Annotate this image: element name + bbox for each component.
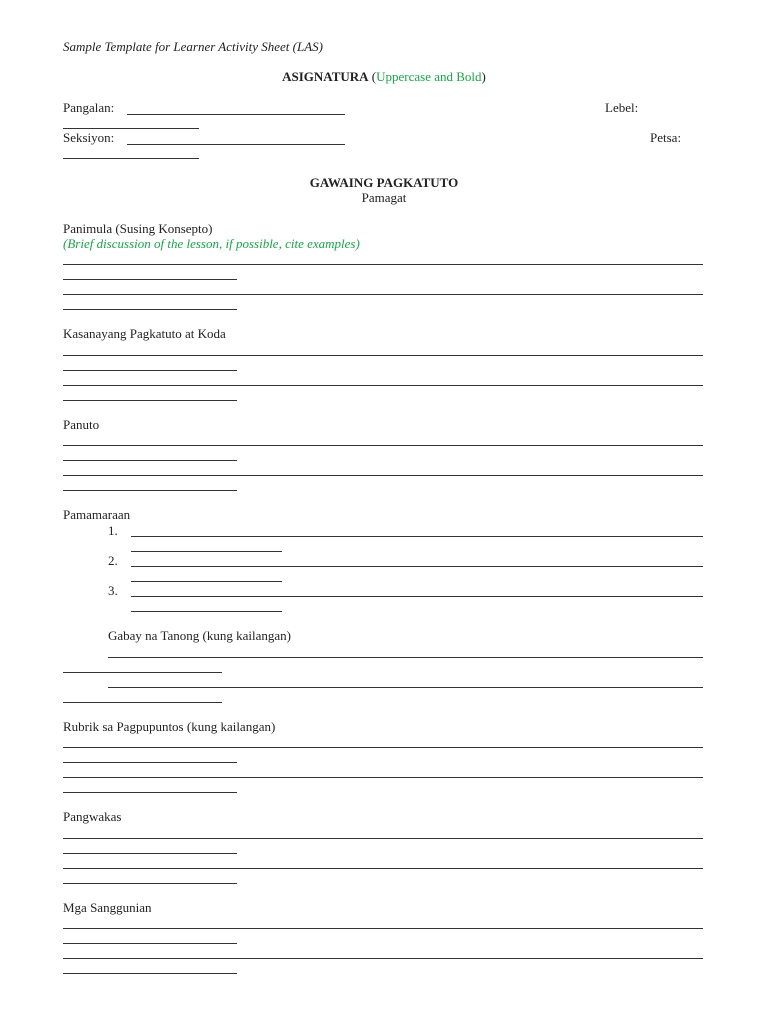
competency-line[interactable]: [63, 385, 703, 386]
directions-line[interactable]: [63, 460, 237, 461]
closing-line[interactable]: [63, 868, 703, 869]
rubric-line[interactable]: [63, 777, 703, 778]
closing-line[interactable]: [63, 838, 703, 839]
procedure-step-line[interactable]: [131, 551, 282, 552]
closing-title: Pangwakas: [63, 809, 122, 824]
directions-line[interactable]: [63, 475, 703, 476]
guide-questions-line[interactable]: [63, 672, 222, 673]
intro-hint: (Brief discussion of the lesson, if possible, cite examples): [63, 236, 360, 251]
directions-line[interactable]: [63, 490, 237, 491]
guide-questions-title: Gabay na Tanong (kung kailangan): [108, 628, 291, 643]
references-line[interactable]: [63, 928, 703, 929]
references-line[interactable]: [63, 973, 237, 974]
competency-line[interactable]: [63, 370, 237, 371]
name-field[interactable]: [127, 114, 345, 115]
procedure-step-number: 2.: [108, 553, 118, 568]
directions-line[interactable]: [63, 445, 703, 446]
subject-hint-open: (: [371, 69, 377, 84]
procedure-step-line[interactable]: [131, 596, 703, 597]
date-label: Petsa:: [650, 130, 682, 145]
intro-line[interactable]: [63, 279, 237, 280]
procedure-title: Pamamaraan: [63, 507, 131, 522]
competency-line[interactable]: [63, 355, 703, 356]
intro-line[interactable]: [63, 294, 703, 295]
intro-line[interactable]: [63, 264, 703, 265]
guide-questions-line[interactable]: [108, 687, 703, 688]
level-field[interactable]: [63, 128, 199, 129]
subject-hint: Uppercase and Bold: [376, 69, 482, 84]
references-title: Mga Sanggunian: [63, 900, 152, 915]
rubric-line[interactable]: [63, 792, 237, 793]
references-line[interactable]: [63, 943, 237, 944]
guide-questions-line[interactable]: [108, 657, 703, 658]
procedure-step-line[interactable]: [131, 611, 282, 612]
rubric-line[interactable]: [63, 762, 237, 763]
date-field[interactable]: [63, 158, 199, 159]
references-line[interactable]: [63, 958, 703, 959]
template-note: Sample Template for Learner Activity Sheet (LAS): [63, 39, 323, 54]
activity-subtitle: Pamagat: [361, 190, 407, 205]
subject-hint-close: ): [481, 69, 486, 84]
procedure-step-line[interactable]: [131, 581, 282, 582]
procedure-step-line[interactable]: [131, 566, 703, 567]
procedure-step-number: 1.: [108, 523, 118, 538]
closing-line[interactable]: [63, 883, 237, 884]
section-label: Seksiyon:: [63, 130, 115, 145]
section-field[interactable]: [127, 144, 345, 145]
intro-title: Panimula (Susing Konsepto): [63, 221, 213, 236]
intro-line[interactable]: [63, 309, 237, 310]
rubric-line[interactable]: [63, 747, 703, 748]
rubric-title: Rubrik sa Pagpupuntos (kung kailangan): [63, 719, 276, 734]
level-label: Lebel:: [605, 100, 639, 115]
competency-line[interactable]: [63, 400, 237, 401]
name-label: Pangalan:: [63, 100, 115, 115]
closing-line[interactable]: [63, 853, 237, 854]
directions-title: Panuto: [63, 417, 100, 432]
subject-heading: [0, 69, 768, 85]
activity-title: GAWAING PAGKATUTO: [309, 175, 459, 190]
procedure-step-line[interactable]: [131, 536, 703, 537]
competency-title: Kasanayang Pagkatuto at Koda: [63, 326, 226, 341]
subject-label: ASIGNATURA: [282, 69, 369, 84]
guide-questions-line[interactable]: [63, 702, 222, 703]
procedure-step-number: 3.: [108, 583, 118, 598]
